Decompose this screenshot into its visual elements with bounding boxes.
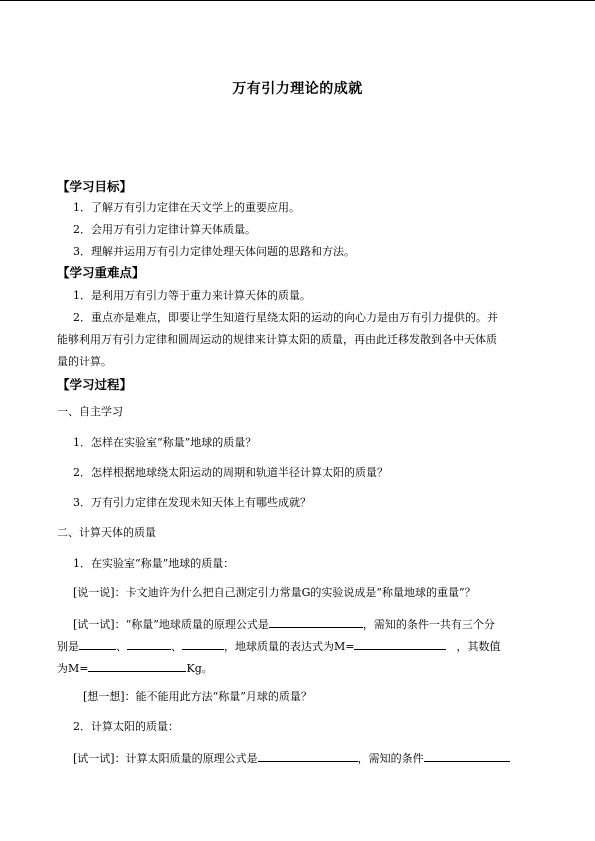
blank-sun-formula[interactable] [258, 750, 358, 762]
blank-condition-2[interactable] [127, 638, 171, 650]
self-study-heading: 一、自主学习 [57, 405, 123, 418]
blank-sun-conditions[interactable] [424, 750, 510, 762]
calc-sub-2: 2．计算太阳的质量： [73, 720, 179, 733]
page-title: 万有引力理论的成就 [232, 81, 363, 97]
separator-1: 、 [116, 640, 127, 653]
try-earth-line-2 [57, 638, 500, 654]
try-earth-text-f: 为M= [57, 662, 89, 675]
key-point-2-line-3: 量的计算。 [57, 355, 112, 368]
key-point-2-line-1: 2．重点亦是难点，即要让学生知道行星绕太阳的运动的向心力是由万有引力提供的。并 [73, 311, 498, 324]
try-sun-text-b: ，需知的条件 [357, 752, 424, 765]
calc-sub-1: 1．在实验室“称量”地球的质量： [73, 557, 235, 570]
blank-earth-mass-value[interactable] [88, 660, 186, 672]
think-prompt: [想一想]：能不能用此方法“称量”月球的质量？ [83, 690, 312, 703]
calc-heading: 二、计算天体的质量 [57, 526, 156, 539]
try-earth-text-b: ，需知的条件一共有三个分 [362, 618, 495, 631]
self-study-question-1: 1．怎样在实验室“称量”地球的质量？ [73, 436, 257, 449]
blank-condition-1[interactable] [79, 638, 116, 650]
try-earth-text-e: ，其数值 [456, 640, 501, 653]
goal-item-3: 3．理解并运用万有引力定律处理天体问题的思路和方法。 [73, 245, 355, 258]
separator-2: 、 [171, 640, 182, 653]
goal-item-2: 2．会用万有引力定律计算天体质量。 [73, 223, 256, 236]
try-sun-line [73, 750, 510, 766]
blank-earth-mass-expression[interactable] [354, 638, 446, 650]
try-earth-text-g: Kg。 [186, 662, 213, 675]
goal-item-1: 1．了解万有引力定律在天文学上的重要应用。 [73, 201, 300, 214]
blank-condition-3[interactable] [182, 638, 224, 650]
say-prompt: [说一说]：卡文迪许为什么把自己测定引力常量G的实验说成是“称量地球的重量”？ [73, 586, 476, 599]
section-process-heading: 【学习过程】 [57, 377, 133, 392]
section-key-points-heading: 【学习重难点】 [57, 265, 145, 280]
self-study-question-3: 3．万有引力定律在发现未知天体上有哪些成就？ [73, 496, 311, 509]
self-study-question-2: 2．怎样根据地球绕太阳运动的周期和轨道半径计算太阳的质量？ [73, 466, 388, 479]
section-goals-heading: 【学习目标】 [57, 179, 133, 194]
try-earth-text-d: ，地球质量的表达式为M= [224, 640, 355, 653]
key-point-1: 1．是利用万有引力等于重力来计算天体的质量。 [73, 289, 311, 302]
blank-earth-formula[interactable] [269, 616, 363, 628]
try-earth-text-a: [试一试]：“称量”地球质量的原理公式是 [73, 618, 269, 631]
top-rule [0, 0, 595, 1]
try-earth-line-3 [57, 660, 213, 676]
try-sun-text-a: [试一试]：计算太阳质量的原理公式是 [73, 752, 258, 765]
key-point-2-line-2: 能够利用万有引力定律和圆周运动的规律来计算太阳的质量，再由此迁移发散到各中天体质 [57, 333, 497, 346]
try-earth-line-1 [73, 616, 495, 632]
try-earth-text-c: 别是 [57, 640, 79, 653]
